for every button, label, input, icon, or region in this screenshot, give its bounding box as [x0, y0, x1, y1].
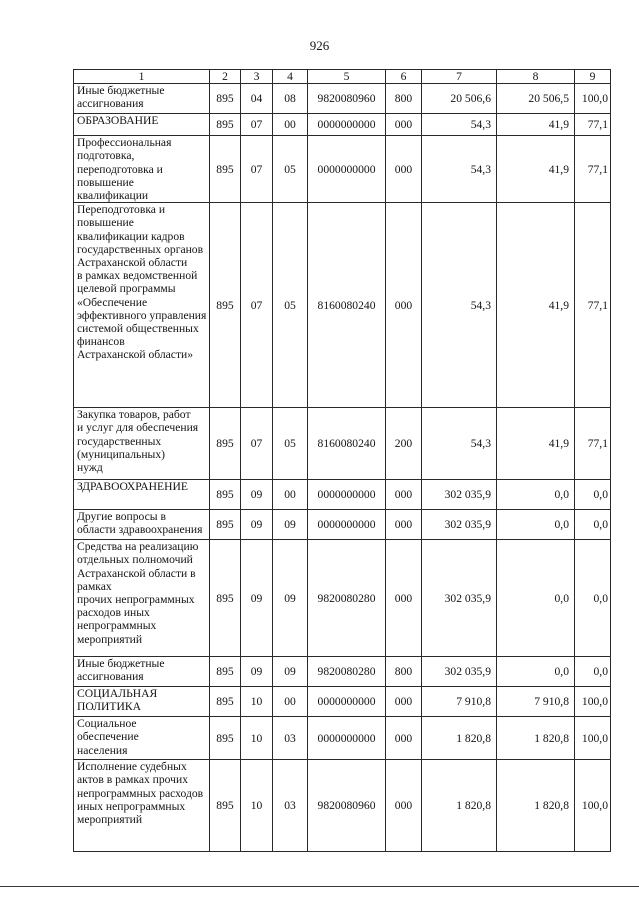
target-article: 0000000000 [308, 687, 386, 717]
row-name: Иные бюджетные ассигнования [74, 84, 210, 114]
target-article: 0000000000 [308, 717, 386, 760]
percent-executed: 100,0 [575, 760, 611, 852]
column-header: 9 [575, 70, 611, 84]
row-name: ОБРАЗОВАНИЕ [74, 114, 210, 136]
table-row [74, 408, 611, 480]
target-article: 9820080280 [308, 540, 386, 657]
percent-executed: 0,0 [575, 510, 611, 540]
subsection-code: 05 [273, 136, 308, 203]
percent-executed: 0,0 [575, 657, 611, 687]
chapter-code: 895 [210, 510, 241, 540]
planned-amount: 7 910,8 [422, 687, 497, 717]
percent-executed: 100,0 [575, 687, 611, 717]
target-article: 0000000000 [308, 114, 386, 136]
table-row [74, 717, 611, 760]
expense-type: 000 [386, 717, 422, 760]
planned-amount: 54,3 [422, 114, 497, 136]
table-row [74, 203, 611, 408]
subsection-code: 00 [273, 687, 308, 717]
section-code: 07 [241, 408, 273, 480]
planned-amount: 54,3 [422, 136, 497, 203]
planned-amount: 302 035,9 [422, 480, 497, 510]
executed-amount: 1 820,8 [497, 760, 575, 852]
subsection-code: 09 [273, 657, 308, 687]
planned-amount: 302 035,9 [422, 540, 497, 657]
column-header: 8 [497, 70, 575, 84]
executed-amount: 20 506,5 [497, 84, 575, 114]
target-article: 0000000000 [308, 136, 386, 203]
subsection-code: 00 [273, 114, 308, 136]
table-row [74, 480, 611, 510]
percent-executed: 100,0 [575, 84, 611, 114]
chapter-code: 895 [210, 717, 241, 760]
executed-amount: 41,9 [497, 408, 575, 480]
target-article: 9820080280 [308, 657, 386, 687]
column-header: 5 [308, 70, 386, 84]
column-header: 2 [210, 70, 241, 84]
executed-amount: 41,9 [497, 114, 575, 136]
target-article: 0000000000 [308, 510, 386, 540]
expense-type: 000 [386, 687, 422, 717]
planned-amount: 20 506,6 [422, 84, 497, 114]
planned-amount: 1 820,8 [422, 760, 497, 852]
planned-amount: 54,3 [422, 408, 497, 480]
subsection-code: 05 [273, 203, 308, 408]
percent-executed: 77,1 [575, 408, 611, 480]
row-name: Другие вопросы в области здравоохранения [74, 510, 210, 540]
table-row [74, 136, 611, 203]
expense-type: 800 [386, 657, 422, 687]
section-code: 10 [241, 760, 273, 852]
section-code: 09 [241, 510, 273, 540]
executed-amount: 41,9 [497, 136, 575, 203]
row-name: Профессиональная подготовка, переподготовка и повышение квалификации [74, 136, 210, 203]
chapter-code: 895 [210, 203, 241, 408]
expense-type: 200 [386, 408, 422, 480]
percent-executed: 0,0 [575, 480, 611, 510]
expense-type: 000 [386, 510, 422, 540]
subsection-code: 05 [273, 408, 308, 480]
column-header: 7 [422, 70, 497, 84]
expense-type: 000 [386, 136, 422, 203]
table-row [74, 657, 611, 687]
chapter-code: 895 [210, 84, 241, 114]
target-article: 9820080960 [308, 760, 386, 852]
planned-amount: 302 035,9 [422, 510, 497, 540]
bottom-rule [0, 886, 639, 887]
expense-type: 800 [386, 84, 422, 114]
planned-amount: 54,3 [422, 203, 497, 408]
chapter-code: 895 [210, 114, 241, 136]
table-row [74, 84, 611, 114]
chapter-code: 895 [210, 657, 241, 687]
percent-executed: 0,0 [575, 540, 611, 657]
column-header: 1 [74, 70, 210, 84]
chapter-code: 895 [210, 687, 241, 717]
table-header-row [74, 70, 611, 84]
target-article: 8160080240 [308, 408, 386, 480]
target-article: 0000000000 [308, 480, 386, 510]
executed-amount: 0,0 [497, 540, 575, 657]
executed-amount: 0,0 [497, 480, 575, 510]
table-row [74, 760, 611, 852]
row-name: СОЦИАЛЬНАЯ ПОЛИТИКА [74, 687, 210, 717]
row-name: Социальное обеспечение населения [74, 717, 210, 760]
executed-amount: 41,9 [497, 203, 575, 408]
row-name: Средства на реализацию отдельных полномочий Астраханской области в рамках прочих непрограммных расходов иных непрограммных мероприятий [74, 540, 210, 657]
row-name: Переподготовка и повышение квалификации кадров государственных органов Астраханской области в рамках ведомственной целевой программы «Обеспечение эффективного управления системой общественных финансов Астраханской области» [74, 203, 210, 408]
percent-executed: 77,1 [575, 114, 611, 136]
section-code: 09 [241, 657, 273, 687]
column-header: 4 [273, 70, 308, 84]
section-code: 07 [241, 114, 273, 136]
expense-type: 000 [386, 114, 422, 136]
section-code: 09 [241, 480, 273, 510]
planned-amount: 1 820,8 [422, 717, 497, 760]
chapter-code: 895 [210, 760, 241, 852]
table-row [74, 687, 611, 717]
executed-amount: 7 910,8 [497, 687, 575, 717]
subsection-code: 08 [273, 84, 308, 114]
chapter-code: 895 [210, 136, 241, 203]
percent-executed: 100,0 [575, 717, 611, 760]
row-name: Закупка товаров, работ и услуг для обеспечения государственных (муниципальных) нужд [74, 408, 210, 480]
section-code: 04 [241, 84, 273, 114]
target-article: 8160080240 [308, 203, 386, 408]
chapter-code: 895 [210, 408, 241, 480]
column-header: 3 [241, 70, 273, 84]
column-header: 6 [386, 70, 422, 84]
executed-amount: 0,0 [497, 510, 575, 540]
section-code: 10 [241, 687, 273, 717]
percent-executed: 77,1 [575, 136, 611, 203]
section-code: 07 [241, 136, 273, 203]
subsection-code: 09 [273, 540, 308, 657]
expense-type: 000 [386, 540, 422, 657]
section-code: 09 [241, 540, 273, 657]
table-row [74, 114, 611, 136]
percent-executed: 77,1 [575, 203, 611, 408]
subsection-code: 03 [273, 717, 308, 760]
subsection-code: 09 [273, 510, 308, 540]
expense-type: 000 [386, 760, 422, 852]
subsection-code: 00 [273, 480, 308, 510]
row-name: ЗДРАВООХРАНЕНИЕ [74, 480, 210, 510]
expense-type: 000 [386, 480, 422, 510]
expense-type: 000 [386, 203, 422, 408]
budget-table [73, 69, 611, 852]
table-row [74, 510, 611, 540]
row-name: Исполнение судебных актов в рамках прочих непрограммных расходов иных непрограммных мероприятий [74, 760, 210, 852]
chapter-code: 895 [210, 540, 241, 657]
row-name: Иные бюджетные ассигнования [74, 657, 210, 687]
planned-amount: 302 035,9 [422, 657, 497, 687]
subsection-code: 03 [273, 760, 308, 852]
table-row [74, 540, 611, 657]
section-code: 10 [241, 717, 273, 760]
section-code: 07 [241, 203, 273, 408]
table-body [74, 70, 611, 852]
executed-amount: 0,0 [497, 657, 575, 687]
executed-amount: 1 820,8 [497, 717, 575, 760]
page-number: 926 [309, 38, 330, 53]
target-article: 9820080960 [308, 84, 386, 114]
chapter-code: 895 [210, 480, 241, 510]
